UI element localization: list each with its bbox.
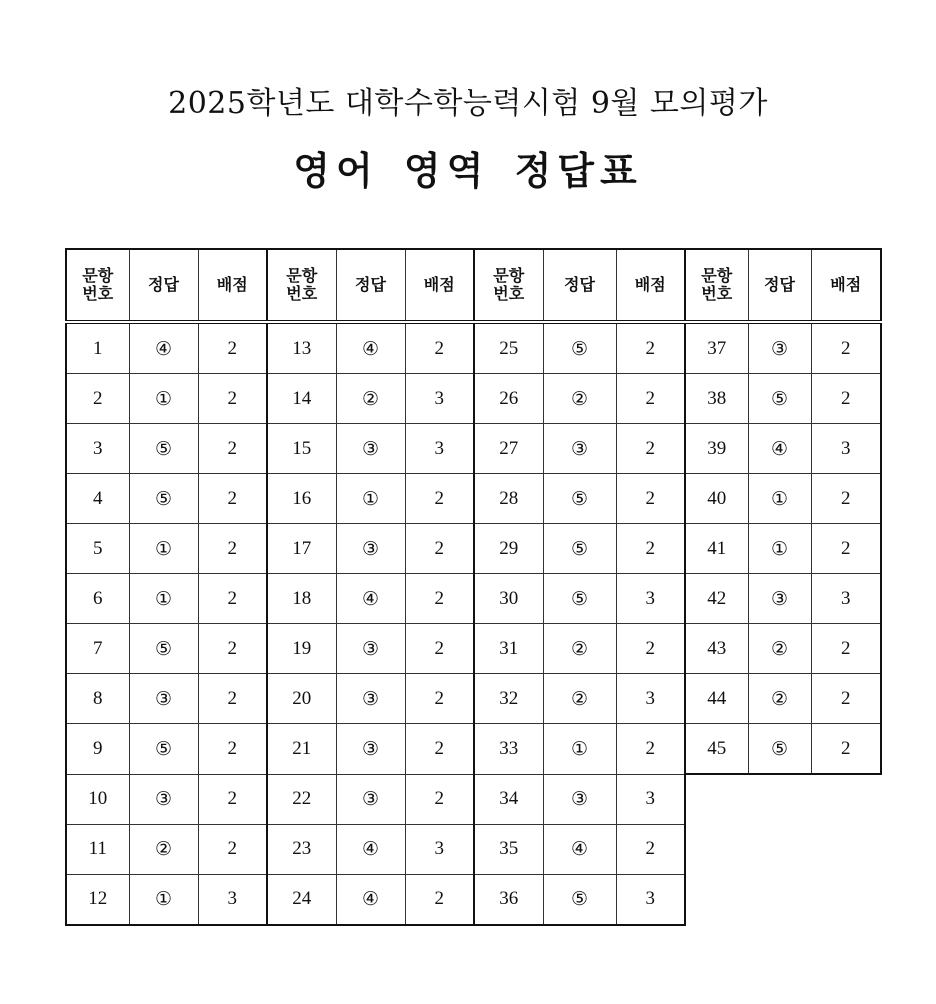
page-title: 2025학년도 대학수학능력시험 9월 모의평가: [168, 86, 768, 121]
header-number-line1: 문항: [286, 266, 318, 285]
points-cell: 3: [616, 774, 685, 824]
header-number-line2: 번호: [701, 284, 733, 303]
points-cell: 2: [616, 474, 685, 524]
answer-cell: ⑤: [129, 724, 198, 775]
answer-cell: ⑤: [129, 424, 198, 474]
header-answer-1: 정답: [129, 249, 198, 322]
table-row: [66, 322, 881, 374]
answer-cell: ⑤: [543, 874, 616, 925]
answer-cell: ⑤: [748, 374, 811, 424]
question-number: 35: [474, 824, 543, 874]
question-number: 40: [685, 474, 748, 524]
table-row: [66, 824, 881, 874]
points-cell: 2: [198, 724, 267, 775]
question-number: 31: [474, 624, 543, 674]
question-number: 41: [685, 524, 748, 574]
answer-cell: ③: [748, 574, 811, 624]
answer-cell: ③: [543, 424, 616, 474]
question-number: 12: [66, 874, 129, 925]
points-cell: 2: [405, 524, 474, 574]
points-cell: 2: [198, 574, 267, 624]
question-number: 19: [267, 624, 336, 674]
empty-cell: [685, 774, 881, 824]
points-cell: 2: [811, 374, 881, 424]
question-number: 29: [474, 524, 543, 574]
points-cell: 2: [198, 424, 267, 474]
header-number-line1: 문항: [701, 266, 733, 285]
table-row: [66, 724, 881, 775]
points-cell: 2: [811, 474, 881, 524]
answer-cell: ③: [336, 774, 405, 824]
answer-cell: ③: [129, 674, 198, 724]
header-number-line2: 번호: [286, 284, 318, 303]
header-number-1: [66, 249, 129, 322]
question-number: 2: [66, 374, 129, 424]
answer-cell: ②: [336, 374, 405, 424]
points-cell: 2: [616, 524, 685, 574]
points-cell: 2: [198, 624, 267, 674]
question-number: 21: [267, 724, 336, 775]
question-number: 20: [267, 674, 336, 724]
points-cell: 3: [405, 824, 474, 874]
header-number-2: [267, 249, 336, 322]
points-cell: 2: [811, 322, 881, 374]
question-number: 32: [474, 674, 543, 724]
answer-cell: ⑤: [543, 322, 616, 374]
question-number: 10: [66, 774, 129, 824]
answer-cell: ①: [129, 874, 198, 925]
question-number: 5: [66, 524, 129, 574]
table-row: [66, 674, 881, 724]
answer-cell: ①: [129, 524, 198, 574]
points-cell: 2: [405, 322, 474, 374]
empty-cell: [685, 874, 881, 925]
question-number: 42: [685, 574, 748, 624]
page-subtitle: 영어 영역 정답표: [293, 148, 643, 193]
question-number: 27: [474, 424, 543, 474]
points-cell: 2: [405, 624, 474, 674]
answer-cell: ④: [748, 424, 811, 474]
points-cell: 2: [405, 774, 474, 824]
answer-cell: ④: [336, 322, 405, 374]
points-cell: 2: [616, 424, 685, 474]
answer-cell: ①: [336, 474, 405, 524]
points-cell: 2: [198, 374, 267, 424]
points-cell: 2: [198, 824, 267, 874]
empty-cell: [685, 824, 881, 874]
answer-cell: ④: [336, 824, 405, 874]
answer-cell: ①: [129, 374, 198, 424]
points-cell: 2: [811, 624, 881, 674]
question-number: 1: [66, 322, 129, 374]
answer-cell: ③: [336, 424, 405, 474]
points-cell: 2: [616, 624, 685, 674]
header-number-line2: 번호: [82, 284, 114, 303]
answer-cell: ⑤: [543, 524, 616, 574]
points-cell: 2: [405, 724, 474, 775]
question-number: 25: [474, 322, 543, 374]
question-number: 16: [267, 474, 336, 524]
answer-cell: ①: [748, 474, 811, 524]
question-number: 17: [267, 524, 336, 574]
question-number: 15: [267, 424, 336, 474]
question-number: 18: [267, 574, 336, 624]
header-points-4: 배점: [811, 249, 881, 322]
question-number: 24: [267, 874, 336, 925]
answer-cell: ⑤: [129, 624, 198, 674]
header-number-line2: 번호: [493, 284, 525, 303]
table-row: [66, 774, 881, 824]
table-body: [66, 322, 881, 925]
answer-cell: ①: [543, 724, 616, 775]
points-cell: 2: [198, 474, 267, 524]
answer-cell: ①: [129, 574, 198, 624]
table-row: [66, 374, 881, 424]
question-number: 45: [685, 724, 748, 775]
header-answer-2: 정답: [336, 249, 405, 322]
answer-cell: ③: [336, 524, 405, 574]
answer-cell: ③: [336, 674, 405, 724]
question-number: 30: [474, 574, 543, 624]
points-cell: 3: [811, 574, 881, 624]
points-cell: 2: [405, 474, 474, 524]
header-points-3: 배점: [616, 249, 685, 322]
question-number: 22: [267, 774, 336, 824]
points-cell: 3: [405, 424, 474, 474]
answer-cell: ②: [748, 674, 811, 724]
question-number: 4: [66, 474, 129, 524]
points-cell: 2: [811, 524, 881, 574]
points-cell: 2: [616, 824, 685, 874]
question-number: 14: [267, 374, 336, 424]
question-number: 11: [66, 824, 129, 874]
points-cell: 2: [198, 524, 267, 574]
answer-key-table: [65, 248, 882, 926]
answer-cell: ②: [543, 374, 616, 424]
points-cell: 2: [616, 724, 685, 775]
question-number: 34: [474, 774, 543, 824]
question-number: 26: [474, 374, 543, 424]
answer-cell: ④: [543, 824, 616, 874]
answer-cell: ③: [543, 774, 616, 824]
question-number: 6: [66, 574, 129, 624]
answer-cell: ⑤: [543, 474, 616, 524]
header-number-3: [474, 249, 543, 322]
answer-cell: ④: [336, 574, 405, 624]
points-cell: 2: [811, 724, 881, 775]
answer-cell: ②: [543, 674, 616, 724]
points-cell: 2: [405, 574, 474, 624]
answer-cell: ③: [336, 624, 405, 674]
question-number: 39: [685, 424, 748, 474]
header-number-line1: 문항: [82, 266, 114, 285]
answer-cell: ②: [129, 824, 198, 874]
header-row: [66, 249, 881, 322]
header-points-2: 배점: [405, 249, 474, 322]
answer-cell: ②: [543, 624, 616, 674]
answer-cell: ②: [748, 624, 811, 674]
header-points-1: 배점: [198, 249, 267, 322]
header-answer-3: 정답: [543, 249, 616, 322]
table-row: [66, 424, 881, 474]
question-number: 43: [685, 624, 748, 674]
question-number: 44: [685, 674, 748, 724]
points-cell: 3: [198, 874, 267, 925]
points-cell: 2: [198, 774, 267, 824]
question-number: 38: [685, 374, 748, 424]
table-row: [66, 574, 881, 624]
question-number: 33: [474, 724, 543, 775]
points-cell: 2: [405, 874, 474, 925]
answer-cell: ③: [129, 774, 198, 824]
answer-cell: ①: [748, 524, 811, 574]
table-row: [66, 524, 881, 574]
answer-cell: ④: [129, 322, 198, 374]
table-row: [66, 474, 881, 524]
question-number: 37: [685, 322, 748, 374]
answer-cell: ③: [336, 724, 405, 775]
answer-cell: ④: [336, 874, 405, 925]
header-answer-4: 정답: [748, 249, 811, 322]
header-number-line1: 문항: [493, 266, 525, 285]
points-cell: 3: [405, 374, 474, 424]
points-cell: 3: [616, 874, 685, 925]
header-number-4: [685, 249, 748, 322]
question-number: 23: [267, 824, 336, 874]
question-number: 3: [66, 424, 129, 474]
question-number: 8: [66, 674, 129, 724]
question-number: 9: [66, 724, 129, 775]
answer-cell: ⑤: [129, 474, 198, 524]
table-row: [66, 874, 881, 925]
points-cell: 3: [616, 574, 685, 624]
points-cell: 3: [811, 424, 881, 474]
points-cell: 2: [405, 674, 474, 724]
points-cell: 2: [616, 374, 685, 424]
answer-cell: ⑤: [543, 574, 616, 624]
answer-cell: ③: [748, 322, 811, 374]
question-number: 13: [267, 322, 336, 374]
question-number: 28: [474, 474, 543, 524]
points-cell: 2: [198, 322, 267, 374]
points-cell: 2: [198, 674, 267, 724]
table-row: [66, 624, 881, 674]
question-number: 36: [474, 874, 543, 925]
question-number: 7: [66, 624, 129, 674]
points-cell: 3: [616, 674, 685, 724]
points-cell: 2: [616, 322, 685, 374]
points-cell: 2: [811, 674, 881, 724]
answer-cell: ⑤: [748, 724, 811, 775]
